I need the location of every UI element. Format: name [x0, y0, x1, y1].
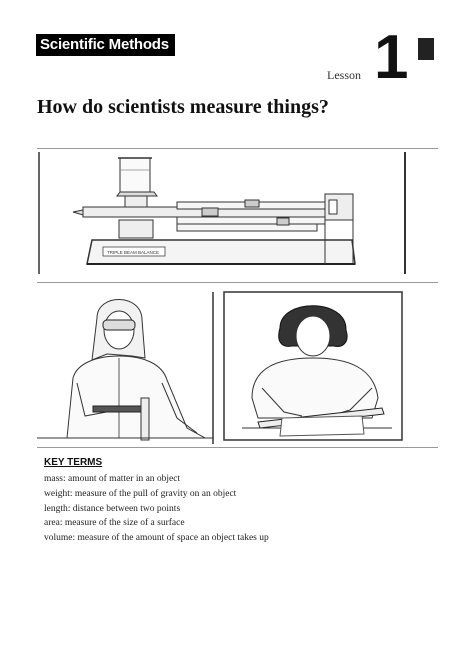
- key-term-volume: volume: measure of the amount of space an object takes up: [44, 533, 269, 544]
- key-term-mass: mass: amount of matter in an object: [44, 474, 181, 484]
- divider-top: [37, 148, 438, 149]
- balance-label: TRIPLE BEAM BALANCE: [107, 250, 160, 255]
- key-terms-heading: KEY TERMS: [44, 457, 103, 468]
- divider-middle: [37, 282, 438, 283]
- lesson-label: Lesson: [327, 68, 361, 82]
- key-terms-section: [44, 457, 269, 546]
- divider-bottom: [37, 447, 438, 448]
- student-ruler-illustration: [222, 288, 408, 444]
- key-term-area: area: measure of the size of a surface: [44, 518, 185, 529]
- lesson-number: 1: [374, 23, 407, 92]
- key-term-weight: weight: measure of the pull of gravity on an object: [44, 488, 237, 499]
- student-measuring-illustration: [37, 288, 217, 444]
- key-term-length: length: distance between two points: [44, 503, 181, 514]
- lesson-marker: [418, 38, 434, 60]
- section-banner: Scientific Methods: [36, 34, 175, 56]
- page-title: How do scientists measure things?: [37, 96, 329, 118]
- triple-beam-balance-illustration: [37, 152, 438, 280]
